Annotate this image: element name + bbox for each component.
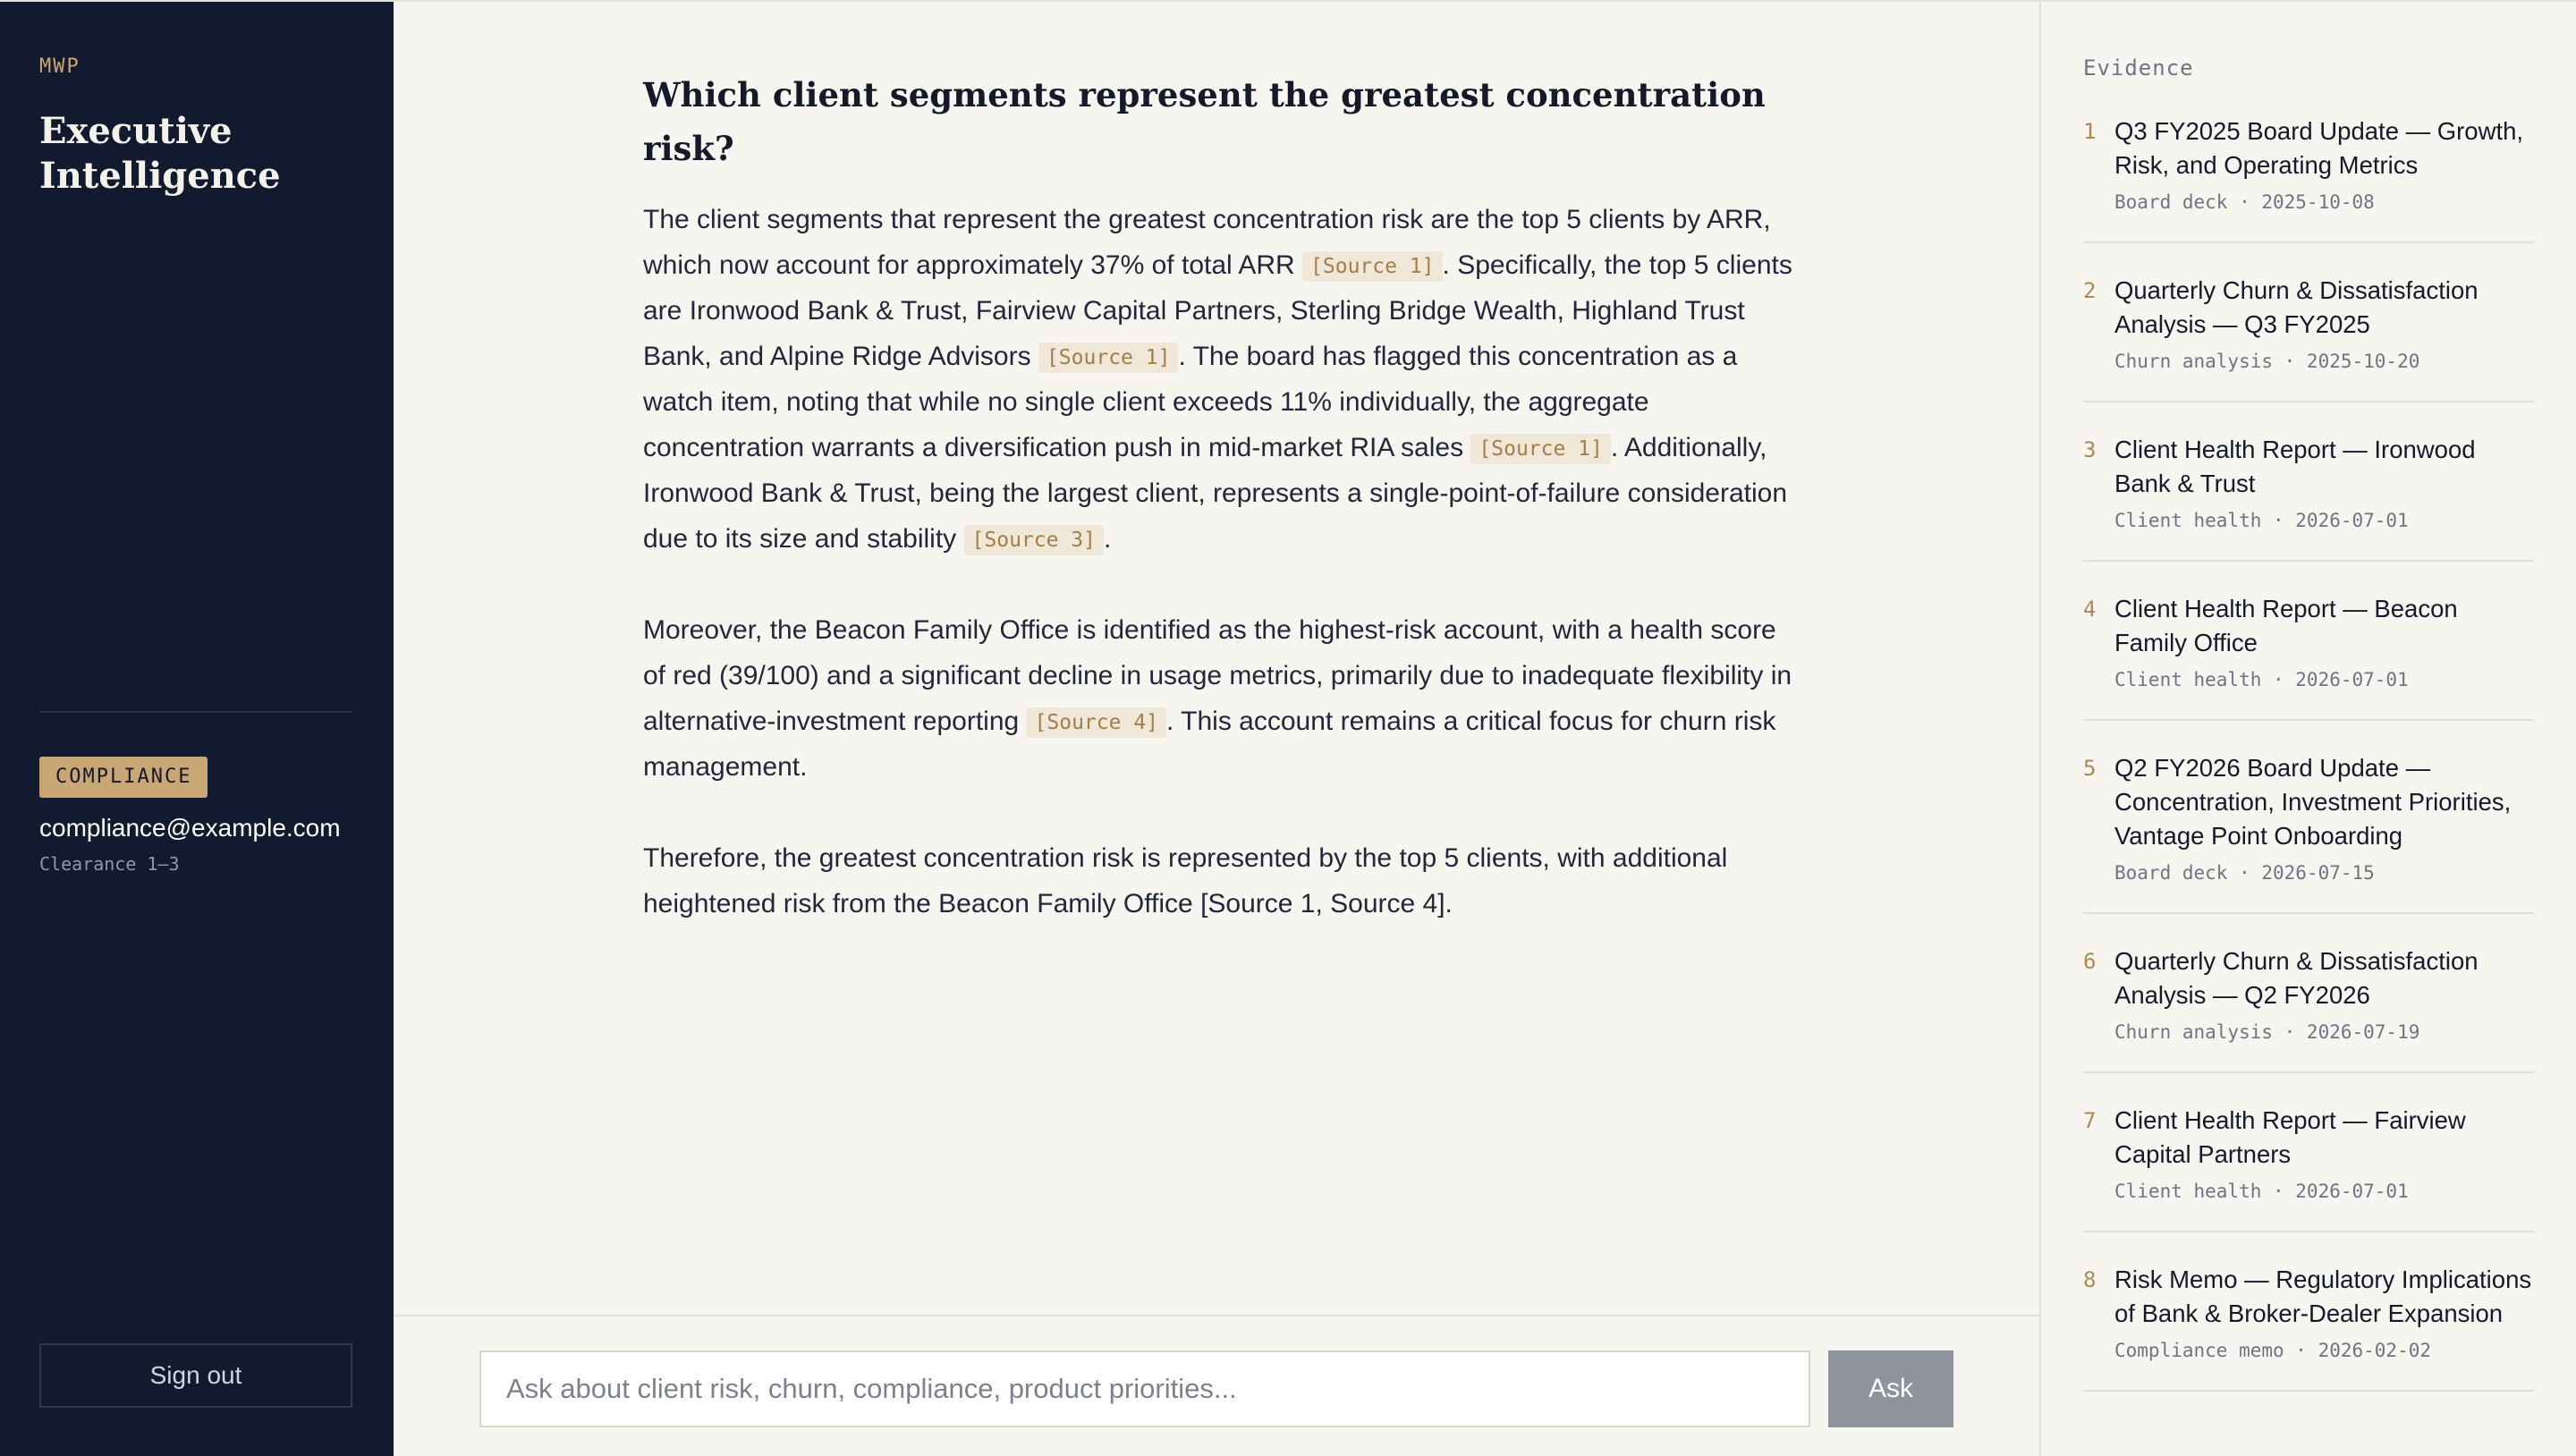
evidence-item[interactable] (2083, 433, 2534, 562)
evidence-title: Client Health Report — Fairview Capital Partners (2114, 1106, 2466, 1168)
answer-text: . The board has flagged this concentration as a watch item, noting that while no single client exceeds 11% individually, the aggregate concentration warrants a diversification push in mid-market RIA sales (643, 342, 1738, 462)
citation-source-1[interactable]: [Source 1] (1038, 343, 1178, 373)
evidence-item[interactable] (2083, 1263, 2534, 1392)
evidence-list (2083, 114, 2534, 1422)
evidence-number: 8 (2083, 1267, 2097, 1292)
citation-source-1[interactable]: [Source 1] (1302, 251, 1442, 282)
evidence-number: 2 (2083, 278, 2097, 303)
ask-button[interactable]: Ask (1828, 1350, 1953, 1427)
evidence-title: Quarterly Churn & Dissatisfaction Analysis — Q2 FY2026 (2114, 947, 2479, 1009)
answer-paragraph-2 (643, 607, 1806, 790)
answer-paragraph-1 (643, 197, 1806, 562)
sidebar (0, 2, 394, 1456)
evidence-item[interactable] (2083, 592, 2534, 721)
evidence-number: 4 (2083, 597, 2097, 622)
evidence-meta: Churn analysis · 2025-10-20 (2114, 351, 2420, 372)
role-badge: COMPLIANCE (39, 757, 208, 798)
evidence-number: 5 (2083, 756, 2097, 781)
evidence-title: Quarterly Churn & Dissatisfaction Analysis — Q3 FY2025 (2114, 276, 2479, 338)
evidence-item[interactable] (2083, 274, 2534, 402)
evidence-title: Client Health Report — Ironwood Bank & Trust (2114, 436, 2476, 497)
brand-mark: MWP (39, 55, 80, 78)
answer-section (643, 68, 1806, 927)
answer-text: . Specifically, the top 5 clients are Ironwood Bank & Trust, Fairview Capital Partners, Sterling Bridge Wealth, Highland Trust Bank, and Alpine Ridge Advisors (643, 250, 1792, 371)
evidence-number: 3 (2083, 437, 2097, 462)
evidence-title: Client Health Report — Beacon Family Office (2114, 595, 2458, 656)
evidence-item[interactable] (2083, 1104, 2534, 1232)
sidebar-divider (39, 711, 352, 713)
citation-source-4[interactable]: [Source 4] (1027, 707, 1166, 738)
answer-text: Moreover, the Beacon Family Office is identified as the highest-risk account, with a health score of red (39/100) and a significant decline in usage metrics, primarily due to inadequate flexibility in alternative-investment reporting (643, 615, 1792, 736)
evidence-title: Q3 FY2025 Board Update — Growth, Risk, and Operating Metrics (2114, 117, 2524, 179)
evidence-meta: Board deck · 2026-07-15 (2114, 862, 2375, 884)
evidence-number: 1 (2083, 119, 2097, 144)
evidence-item[interactable] (2083, 751, 2534, 914)
answer-text: . (1104, 524, 1112, 554)
answer-text: The client segments that represent the greatest concentration risk are the top 5 clients by ARR, which now account for approximately 37% of total ARR (643, 205, 1771, 280)
evidence-number: 6 (2083, 949, 2097, 974)
answer-text: . This account remains a critical focus for churn risk management. (643, 707, 1776, 782)
evidence-title: Q2 FY2026 Board Update — Concentration, Investment Priorities, Vantage Point Onboarding (2114, 754, 2512, 850)
evidence-meta: Churn analysis · 2026-07-19 (2114, 1021, 2420, 1043)
evidence-panel (2039, 2, 2576, 1456)
evidence-number: 7 (2083, 1108, 2097, 1133)
evidence-meta: Client health · 2026-07-01 (2114, 510, 2409, 531)
evidence-heading: Evidence (2083, 55, 2194, 80)
question-heading: Which client segments represent the greatest concentration risk? (643, 75, 1766, 168)
evidence-item[interactable] (2083, 114, 2534, 243)
evidence-meta: Client health · 2026-07-01 (2114, 1181, 2409, 1202)
evidence-meta: Compliance memo · 2026-02-02 (2114, 1340, 2432, 1361)
evidence-title: Risk Memo — Regulatory Implications of Bank & Broker-Dealer Expansion (2114, 1266, 2532, 1327)
ask-input[interactable] (479, 1350, 1810, 1427)
evidence-meta: Client health · 2026-07-01 (2114, 669, 2409, 690)
brand-title: Executive Intelligence (39, 110, 281, 197)
evidence-meta: Board deck · 2025-10-08 (2114, 191, 2375, 213)
sign-out-button[interactable]: Sign out (39, 1343, 352, 1408)
user-clearance: Clearance 1–3 (39, 853, 180, 875)
user-email: compliance@example.com (39, 814, 341, 842)
answer-paragraph-3: Therefore, the greatest concentration risk is represented by the top 5 clients, with additional heightened risk from the Beacon Family Office [Source 1, Source 4]. (643, 843, 1728, 918)
citation-source-3[interactable]: [Source 3] (964, 525, 1104, 555)
ask-bar (394, 1315, 2039, 1456)
citation-source-1[interactable]: [Source 1] (1470, 434, 1610, 464)
answer-text: . Additionally, Ironwood Bank & Trust, being the largest client, represents a single-point-of-failure consideration due to its size and stability (643, 433, 1788, 554)
evidence-item[interactable] (2083, 944, 2534, 1073)
main-panel (394, 2, 2039, 1456)
